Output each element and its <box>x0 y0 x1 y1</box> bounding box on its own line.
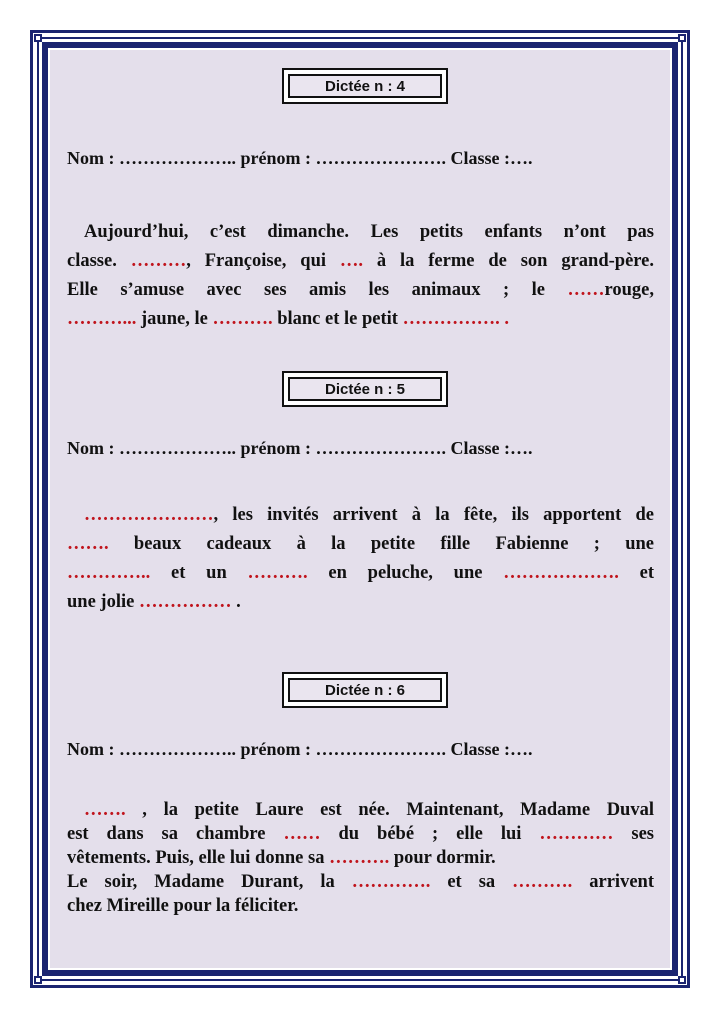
text-line: ……. beaux cadeaux à la petite fille Fabienne ; une <box>67 534 654 554</box>
border-corner-ornament <box>678 34 686 42</box>
blank-gap[interactable]: ………. <box>512 872 573 892</box>
blank-gap[interactable]: ……… <box>130 251 187 271</box>
dictation-5-title: Dictée n : 5 <box>288 377 442 401</box>
border-corner-ornament <box>678 976 686 984</box>
dictation-4-text <box>67 218 654 334</box>
blank-gap[interactable]: …. <box>339 251 363 271</box>
dictation-4-title-box <box>282 68 448 104</box>
text-line: …………………, les invités arrivent à la fête, ils apportent de <box>84 505 654 525</box>
dictation-6-text <box>67 798 654 918</box>
blank-gap[interactable]: ………. <box>212 309 273 329</box>
border-corner-ornament <box>34 976 42 984</box>
dictation-5-text <box>67 501 654 617</box>
worksheet-page <box>50 50 670 968</box>
dictation-5-name-line: Nom : ……………….. prénom : …………………. Classe :…. <box>67 438 533 458</box>
blank-gap[interactable]: …………. <box>351 872 431 892</box>
text-line: Aujourd’hui, c’est dimanche. Les petits enfants n’ont pas <box>84 222 654 242</box>
blank-gap[interactable]: …………… <box>138 592 232 612</box>
blank-gap[interactable]: ……………. . <box>402 309 509 329</box>
text-line: est dans sa chambre …… du bébé ; elle lui ………… ses <box>67 824 654 844</box>
dictation-6-name-line: Nom : ……………….. prénom : …………………. Classe :…. <box>67 739 533 759</box>
blank-gap[interactable]: ………….. <box>67 563 151 583</box>
text-line: classe. ………, Françoise, qui …. à la ferme de son grand-père. <box>67 251 654 271</box>
blank-gap[interactable]: ………………. <box>503 563 619 583</box>
blank-gap[interactable]: ……. <box>84 800 143 820</box>
dictation-4-name-line: Nom : ……………….. prénom : …………………. Classe :…. <box>67 148 533 168</box>
blank-gap[interactable]: ………………… <box>84 505 214 525</box>
blank-gap[interactable]: ………… <box>539 824 614 844</box>
border-corner-ornament <box>34 34 42 42</box>
text-line: une jolie …………… . <box>67 592 241 612</box>
text-line: ………... jaune, le ………. blanc et le petit ……………. . <box>67 309 509 329</box>
text-line: ……. , la petite Laure est née. Maintenant, Madame Duval <box>84 800 654 820</box>
text-line: Elle s’amuse avec ses amis les animaux ; le ……rouge, <box>67 280 654 300</box>
dictation-6-title: Dictée n : 6 <box>288 678 442 702</box>
blank-gap[interactable]: …… <box>283 824 321 844</box>
text-line: vêtements. Puis, elle lui donne sa ………. pour dormir. <box>67 848 496 868</box>
blank-gap[interactable]: ………. <box>247 563 308 583</box>
text-line: chez Mireille pour la féliciter. <box>67 896 299 916</box>
text-line: Le soir, Madame Durant, la …………. et sa ………. arrivent <box>67 872 654 892</box>
blank-gap[interactable]: ……. <box>67 534 109 554</box>
dictation-6-title-box <box>282 672 448 708</box>
text-line: ………….. et un ………. en peluche, une ………………. et <box>67 563 654 583</box>
dictation-4-title: Dictée n : 4 <box>288 74 442 98</box>
blank-gap[interactable]: ………. <box>329 848 390 868</box>
dictation-5-title-box <box>282 371 448 407</box>
blank-gap[interactable]: …… <box>567 280 605 300</box>
blank-gap[interactable]: ………... <box>67 309 137 329</box>
